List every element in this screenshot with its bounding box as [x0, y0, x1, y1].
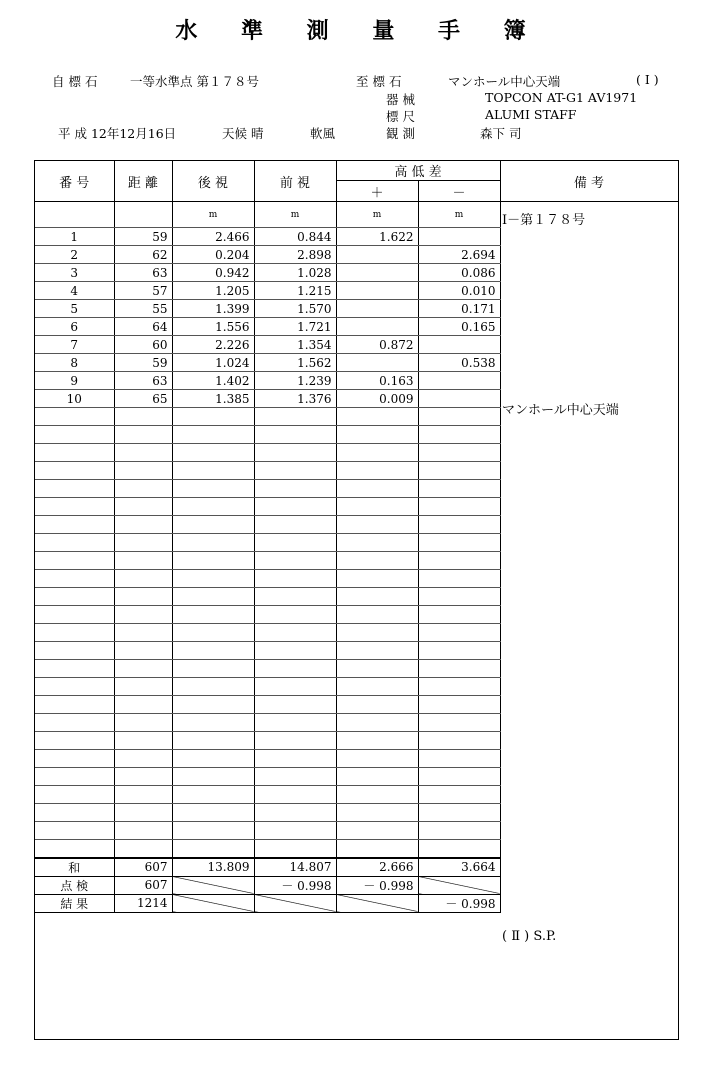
cell-no: 10	[35, 390, 114, 408]
cell-minus: 0.010	[418, 282, 500, 300]
totals-section	[35, 858, 500, 913]
empty-row	[35, 606, 500, 624]
empty-row	[35, 660, 500, 678]
cell-distance: 59	[114, 354, 172, 372]
to-benchmark-mark: ( Ⅰ )	[636, 72, 659, 87]
cell-no: 5	[35, 300, 114, 318]
cell-minus: 0.171	[418, 300, 500, 318]
cell-minus	[418, 390, 500, 408]
cell-backsight: 1.205	[172, 282, 254, 300]
cell-distance: 60	[114, 336, 172, 354]
cell-foresight: 1.239	[254, 372, 336, 390]
cell-minus	[418, 228, 500, 246]
leveling-table	[35, 161, 501, 913]
cell-plus	[336, 354, 418, 372]
to-benchmark-label: 至 標 石	[356, 74, 402, 89]
check-distance: 607	[114, 876, 172, 894]
cell-backsight: 1.399	[172, 300, 254, 318]
empty-row	[35, 732, 500, 750]
result-foresight-crossed	[254, 894, 336, 912]
cell-no: 8	[35, 354, 114, 372]
cell-distance: 63	[114, 372, 172, 390]
sum-foresight: 14.807	[254, 858, 336, 877]
table-row	[35, 372, 500, 390]
wind: 軟風	[310, 126, 336, 141]
cell-no: 6	[35, 318, 114, 336]
observer-value: 森下 司	[480, 126, 522, 141]
to-benchmark-value: マンホール中心天端	[448, 74, 561, 89]
cell-minus: 0.538	[418, 354, 500, 372]
cell-backsight: 1.385	[172, 390, 254, 408]
cell-backsight: 1.024	[172, 354, 254, 372]
from-benchmark-label: 自 標 石	[52, 74, 98, 89]
cell-no: 9	[35, 372, 114, 390]
empty-row	[35, 498, 500, 516]
result-backsight-crossed	[172, 894, 254, 912]
leveling-sheet	[34, 160, 679, 1040]
cell-plus: 0.872	[336, 336, 418, 354]
result-minus: － 0.998	[418, 894, 500, 912]
check-foresight: － 0.998	[254, 876, 336, 894]
weather: 天候 晴	[222, 126, 264, 141]
table-row	[35, 228, 500, 246]
cell-distance: 64	[114, 318, 172, 336]
cell-foresight: 1.354	[254, 336, 336, 354]
empty-row	[35, 588, 500, 606]
table-row	[35, 354, 500, 372]
check-label: 点 検	[35, 876, 114, 894]
cell-plus: 0.163	[336, 372, 418, 390]
document-title: 水 準 測 量 手 簿	[175, 18, 544, 44]
cell-plus	[336, 246, 418, 264]
empty-row	[35, 462, 500, 480]
col-header-plus: ＋	[336, 181, 418, 202]
cell-no: 7	[35, 336, 114, 354]
cell-plus	[336, 282, 418, 300]
empty-row	[35, 678, 500, 696]
result-row	[35, 894, 500, 912]
sum-label: 和	[35, 858, 114, 877]
cell-distance: 55	[114, 300, 172, 318]
cell-minus: 0.086	[418, 264, 500, 282]
cell-foresight: 1.721	[254, 318, 336, 336]
table-body	[35, 202, 500, 858]
table-row	[35, 318, 500, 336]
empty-row	[35, 714, 500, 732]
col-header-foresight: 前 視	[254, 161, 336, 202]
sum-minus: 3.664	[418, 858, 500, 877]
cell-distance: 65	[114, 390, 172, 408]
empty-row	[35, 516, 500, 534]
table-row	[35, 264, 500, 282]
instrument-value: TOPCON AT-G1 AV1971	[485, 90, 638, 105]
empty-row	[35, 642, 500, 660]
cell-no: 1	[35, 228, 114, 246]
empty-row	[35, 444, 500, 462]
remark-start-benchmark: Ⅰ－第１７８号	[502, 213, 586, 228]
cell-minus	[418, 372, 500, 390]
check-minus-crossed	[418, 876, 500, 894]
cell-foresight: 1.562	[254, 354, 336, 372]
cell-backsight: 2.466	[172, 228, 254, 246]
unit-minus: m	[418, 202, 500, 228]
col-header-distance: 距 離	[114, 161, 172, 202]
instrument-label: 器 械	[386, 92, 415, 107]
unit-backsight: m	[172, 202, 254, 228]
check-plus: － 0.998	[336, 876, 418, 894]
col-header-backsight: 後 視	[172, 161, 254, 202]
col-header-minus: －	[418, 181, 500, 202]
observer-label: 観 測	[386, 126, 415, 141]
cell-no: 4	[35, 282, 114, 300]
check-row	[35, 876, 500, 894]
empty-row	[35, 750, 500, 768]
cell-distance: 59	[114, 228, 172, 246]
cell-distance: 57	[114, 282, 172, 300]
cell-no: 3	[35, 264, 114, 282]
unit-foresight: m	[254, 202, 336, 228]
empty-row	[35, 840, 500, 858]
remark-result: ( Ⅱ ) S.P.	[502, 929, 557, 944]
cell-plus	[336, 318, 418, 336]
cell-minus: 0.165	[418, 318, 500, 336]
col-header-remarks: 備 考	[500, 161, 678, 202]
cell-foresight: 1.215	[254, 282, 336, 300]
empty-row	[35, 768, 500, 786]
empty-row	[35, 624, 500, 642]
staff-value: ALUMI STAFF	[485, 107, 577, 122]
col-header-elev-diff: 高 低 差	[336, 161, 500, 181]
cell-backsight: 2.226	[172, 336, 254, 354]
cell-foresight: 1.376	[254, 390, 336, 408]
cell-backsight: 0.204	[172, 246, 254, 264]
empty-row	[35, 426, 500, 444]
table-row	[35, 300, 500, 318]
result-plus-crossed	[336, 894, 418, 912]
result-distance: 1214	[114, 894, 172, 912]
cell-distance: 62	[114, 246, 172, 264]
cell-plus	[336, 264, 418, 282]
cell-plus: 0.009	[336, 390, 418, 408]
staff-label: 標 尺	[386, 109, 415, 124]
empty-row	[35, 786, 500, 804]
cell-no: 2	[35, 246, 114, 264]
empty-row	[35, 408, 500, 426]
cell-foresight: 0.844	[254, 228, 336, 246]
empty-row	[35, 570, 500, 588]
survey-date: 平 成 12年12月16日	[58, 126, 177, 141]
cell-backsight: 0.942	[172, 264, 254, 282]
unit-plus: m	[336, 202, 418, 228]
cell-minus: 2.694	[418, 246, 500, 264]
sum-backsight: 13.809	[172, 858, 254, 877]
cell-backsight: 1.556	[172, 318, 254, 336]
sum-row	[35, 858, 500, 877]
cell-minus	[418, 336, 500, 354]
empty-row	[35, 552, 500, 570]
empty-row	[35, 696, 500, 714]
empty-row	[35, 822, 500, 840]
table-row	[35, 282, 500, 300]
cell-foresight: 1.028	[254, 264, 336, 282]
sum-plus: 2.666	[336, 858, 418, 877]
cell-plus: 1.622	[336, 228, 418, 246]
cell-plus	[336, 300, 418, 318]
cell-foresight: 2.898	[254, 246, 336, 264]
empty-row	[35, 534, 500, 552]
check-backsight-crossed	[172, 876, 254, 894]
result-label: 結 果	[35, 894, 114, 912]
sum-distance: 607	[114, 858, 172, 877]
cell-foresight: 1.570	[254, 300, 336, 318]
remark-end-point: マンホール中心天端	[502, 403, 619, 418]
from-benchmark-value: 一等水準点 第１７８号	[130, 74, 259, 89]
table-row	[35, 336, 500, 354]
empty-row	[35, 804, 500, 822]
cell-distance: 63	[114, 264, 172, 282]
table-row	[35, 246, 500, 264]
table-row	[35, 390, 500, 408]
col-header-no: 番 号	[35, 161, 114, 202]
empty-row	[35, 480, 500, 498]
cell-backsight: 1.402	[172, 372, 254, 390]
